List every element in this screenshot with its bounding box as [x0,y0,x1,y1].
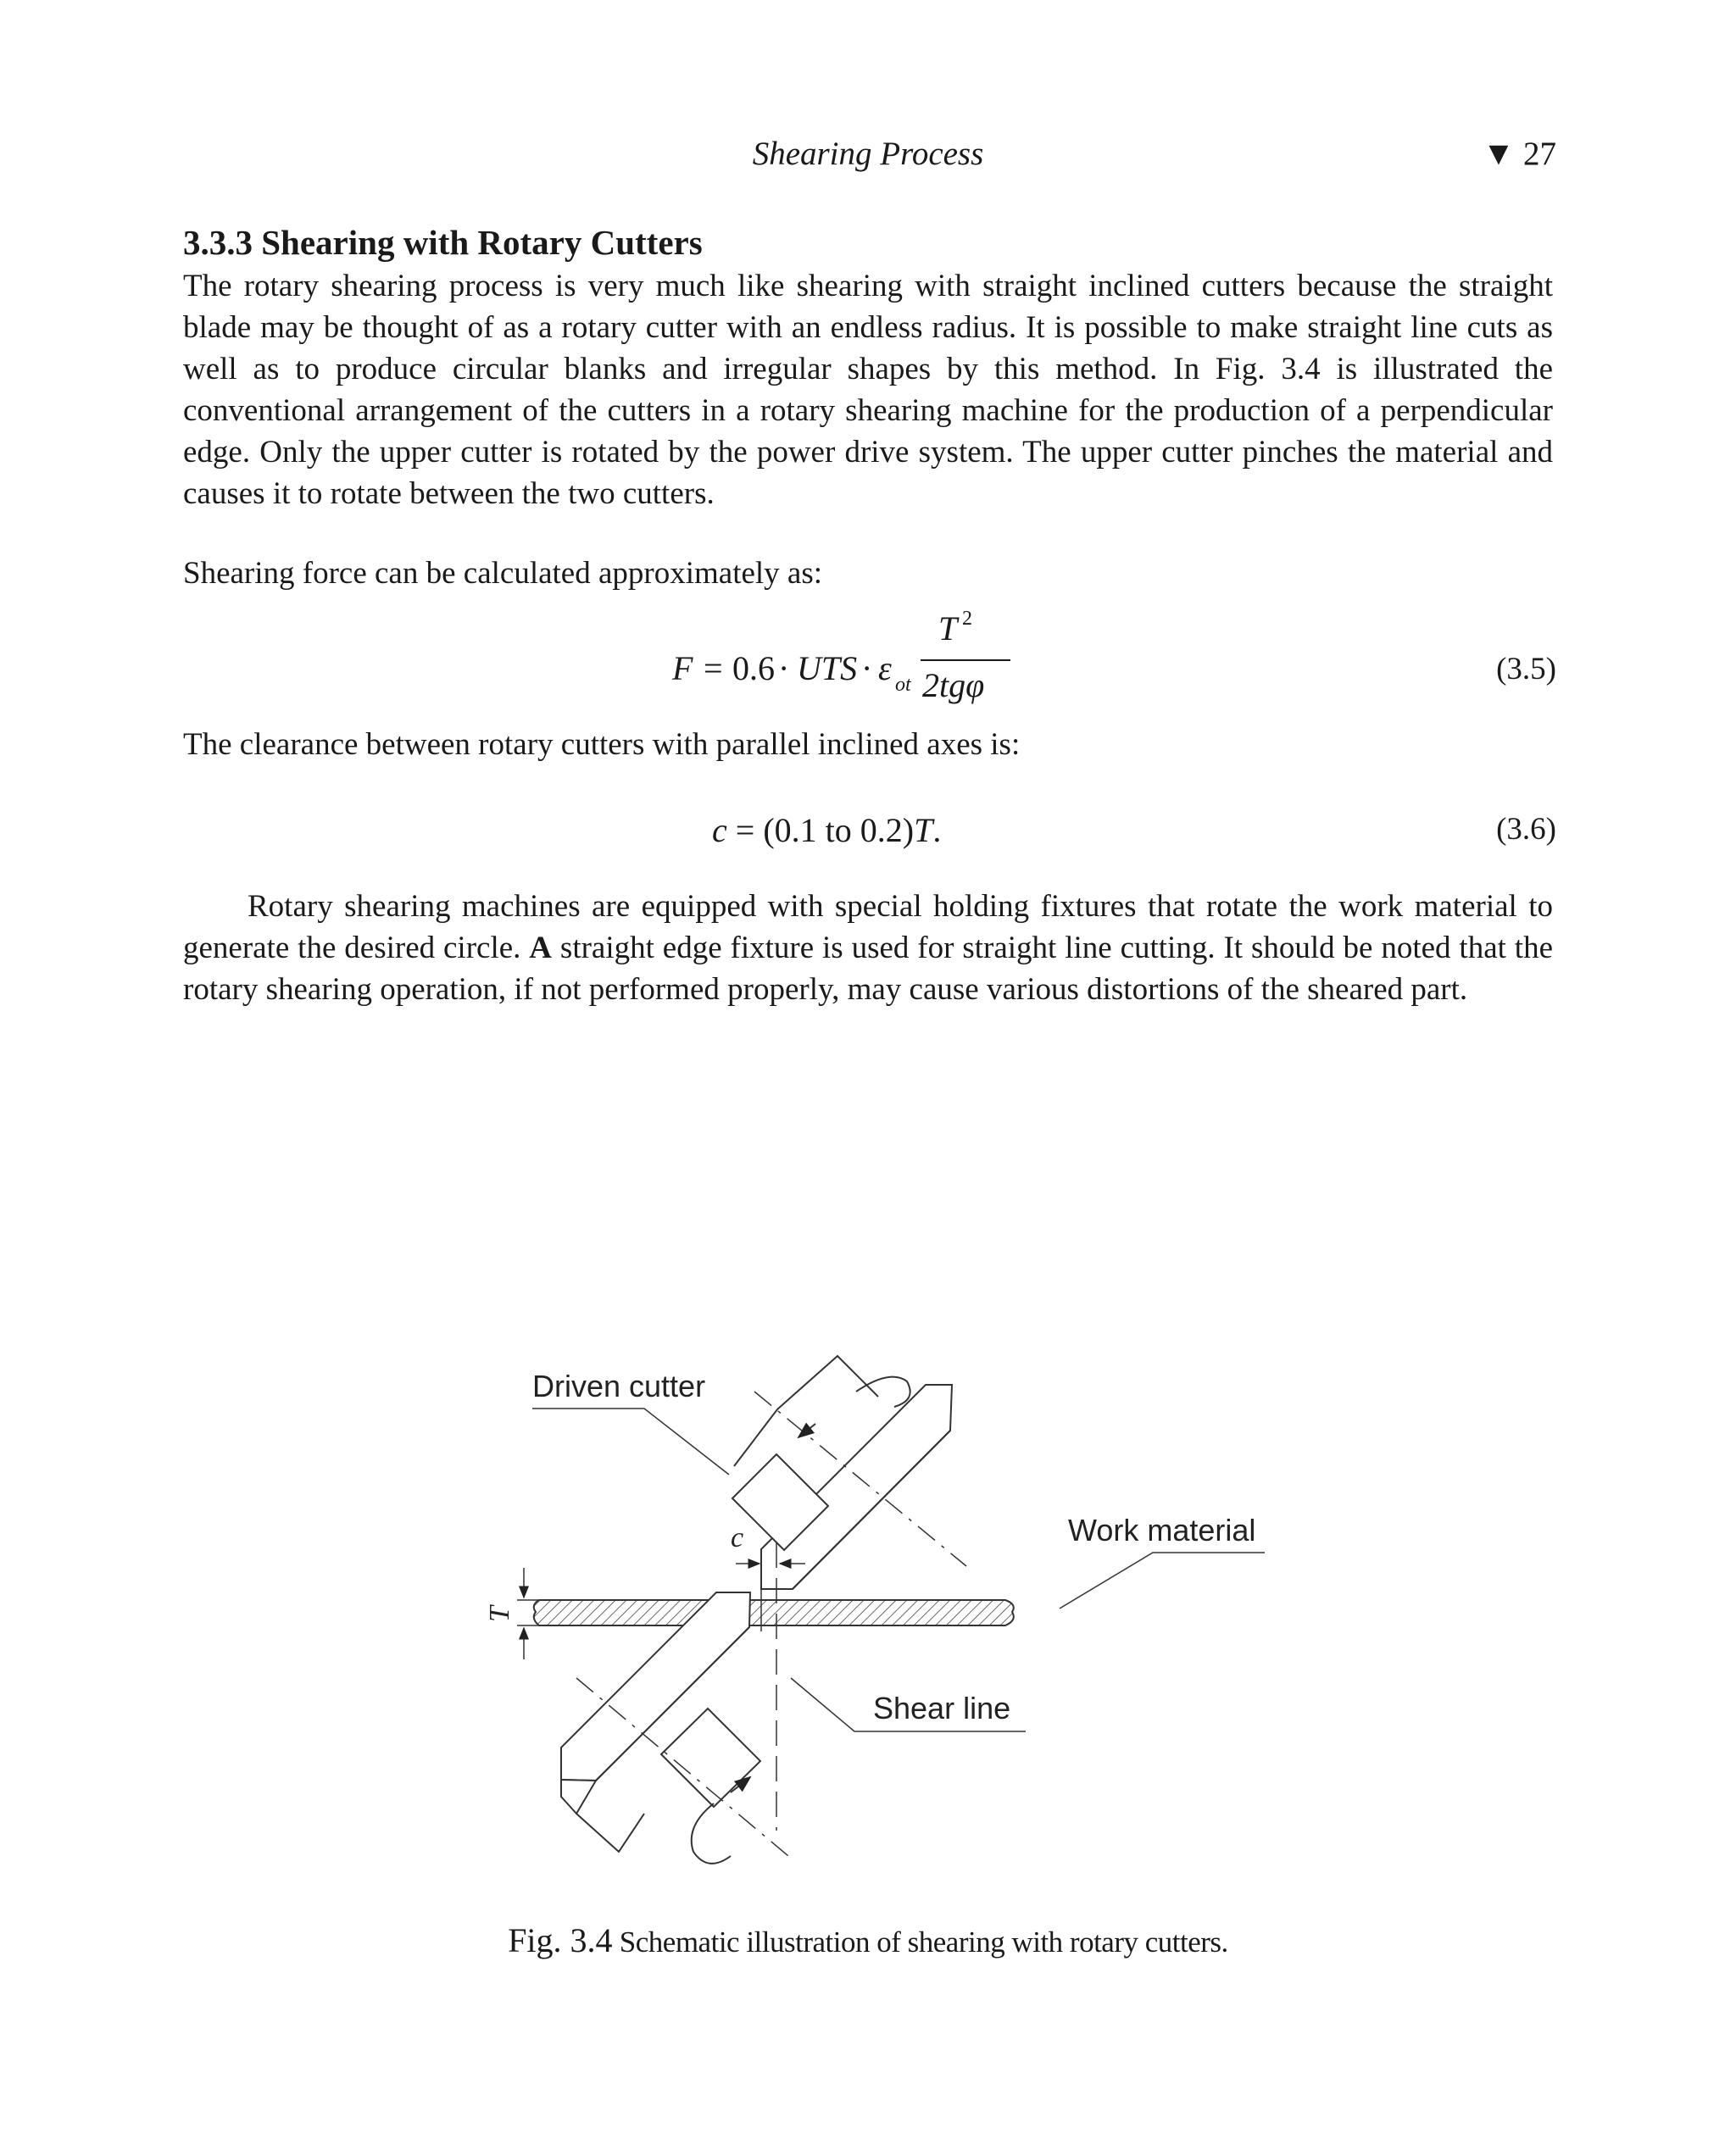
eq-dot-2: · [861,649,873,687]
eq36-rhs-var: T [914,811,933,849]
eq-equals: = [704,649,723,687]
equation-3-6-body [712,807,941,854]
eq-numerator: T [938,609,958,647]
eq-epsilon-subscript: ot [895,674,911,696]
equation-3-5 [0,606,1736,708]
lower-cutter-hub-outline [576,1814,644,1852]
upper-rotation-curve [856,1377,910,1407]
figure-caption-text: Schematic illustration of shearing with rotary cutters. [612,1925,1228,1959]
label-shear-line: Shear line [873,1691,1011,1725]
leader-driven-cutter [532,1409,729,1475]
paragraph-fixtures-bold: A [529,931,553,965]
figure-rotary-cutters [466,1339,1280,1932]
eq-uts: UTS [797,649,858,687]
section-heading: 3.3.3 Shearing with Rotary Cutters [183,223,703,262]
eq36-rhs-end: . [932,811,942,849]
lower-cutter-tip [561,1780,596,1814]
eq-lhs-f: F [672,649,693,687]
paragraph-intro: The rotary shearing process is very much like shearing with straight inclined cutters because the straight blade may be thought of as a rotary cutter with an endless radius. It is possible to make straight line cuts as well as to produce circular blanks and irregular shapes by this method. In Fig. 3.4 is illustrated the conventional arrangement of the cutters in a rotary shearing machine for the production of a perpendicular edge. Only the upper cutter is rotated by the power drive system. The upper cutter pinches the material and causes it to rotate between the two cutters. [183,269,1553,511]
figure-caption [0,1917,1736,1966]
paragraph-fixtures [183,886,1553,1010]
paragraph-clearance-intro: The clearance between rotary cutters with parallel inclined axes is: [183,727,1021,762]
eq36-rhs-start: = (0.1 to 0.2) [726,811,915,849]
label-clearance: c [731,1522,744,1553]
lower-cutter-hub [661,1709,760,1807]
eq-denominator: 2tgφ [922,666,985,704]
equation-number-3-5: (3.5) [1496,652,1556,686]
paragraph-fixtures-end: straight edge fixture is used for straight line cutting. It should be noted that the rotary shearing operation, if not performed properly, may cause various distortions of the sheared part. [183,931,1553,1007]
eq-epsilon: ε [878,649,892,687]
eq36-lhs: c [712,811,727,849]
upper-cutter-hub-outline [734,1356,878,1466]
equation-number-3-6: (3.6) [1496,812,1556,847]
label-driven-cutter: Driven cutter [532,1369,706,1403]
lower-rotation-curve [692,1803,731,1864]
paragraph-force-intro: Shearing force can be calculated approximately as: [183,556,823,591]
figure-diagram [466,1339,1280,1932]
eq-numerator-power: 2 [962,608,972,630]
equation-3-6 [0,805,1736,856]
label-thickness: T [484,1606,515,1622]
eq-dot-1: · [778,649,790,687]
paragraph-fixtures-start: Rotary shearing machines are equipped with special holding fixtures that rotate the work material to generate the desired circle. [183,889,1553,965]
page-number: ▼ 27 [1482,136,1556,172]
running-title: Shearing Process [752,136,984,172]
leader-work-material [1060,1553,1265,1609]
work-material-sheet [534,1600,1014,1625]
label-work-material: Work material [1068,1513,1256,1548]
figure-caption-label: Fig. 3.4 [508,1921,613,1959]
equation-3-5-svg [0,606,1736,708]
eq-coefficient: 0.6 [732,649,775,687]
